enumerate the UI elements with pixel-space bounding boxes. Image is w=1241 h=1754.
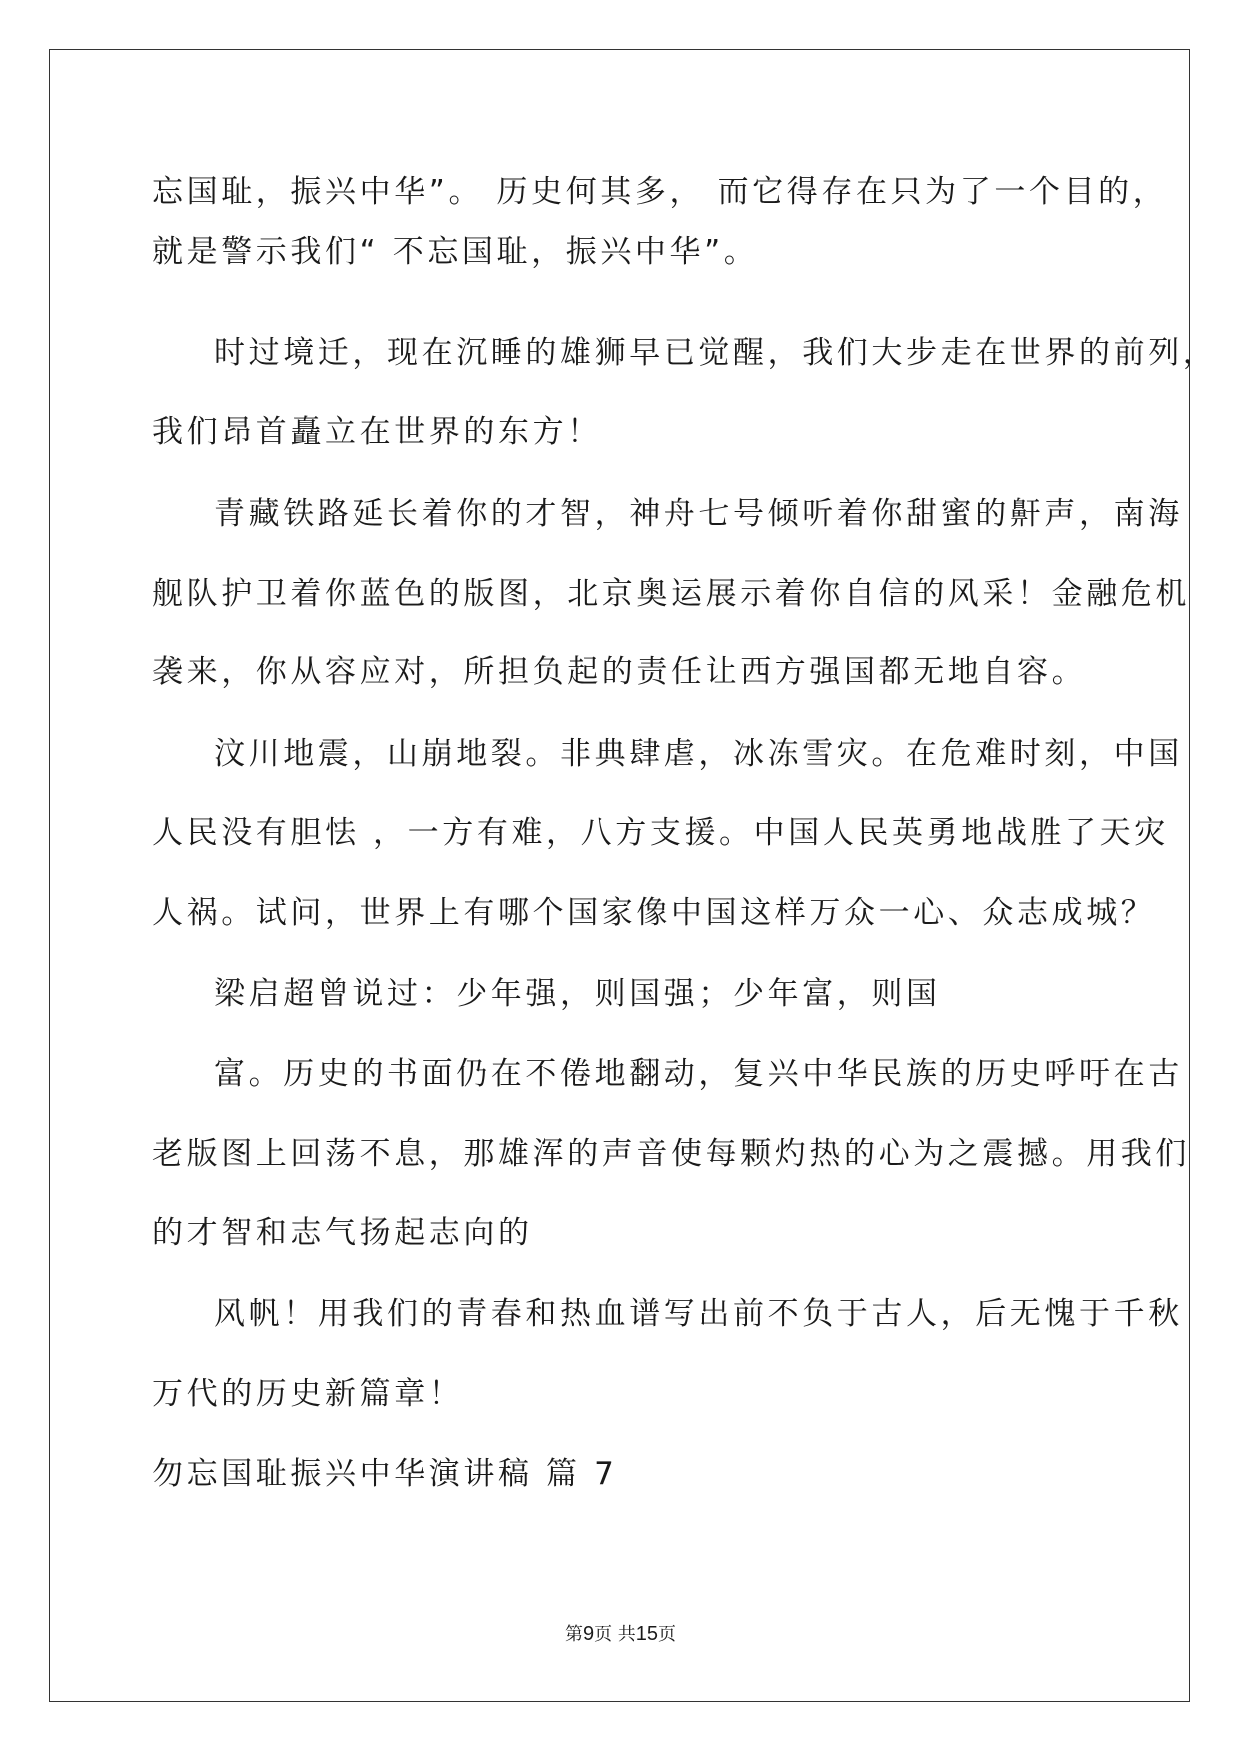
body-text-line: 时过境迁，现在沉睡的雄狮早已觉醒，我们大步走在世界的前列， — [214, 335, 1218, 371]
body-text-line: 富。历史的书面仍在不倦地翻动，复兴中华民族的历史呼吁在古 — [214, 1056, 1183, 1092]
body-text-line: 舰队护卫着你蓝色的版图，北京奥运展示着你自信的风采！金融危机 — [152, 576, 1190, 612]
body-text-line: 老版图上回荡不息，那雄浑的声音使每颗灼热的心为之震撼。用我们 — [152, 1136, 1190, 1172]
total-page-number: 15 — [635, 1623, 659, 1645]
page-footer — [0, 1622, 1241, 1647]
body-text-line: 人祸。试问，世界上有哪个国家像中国这样万众一心、众志成城？ — [152, 895, 1156, 931]
body-text-line: 的才智和志气扬起志向的 — [152, 1215, 533, 1251]
body-text-line: 汶川地震，山崩地裂。非典肆虐，冰冻雪灾。在危难时刻，中国 — [214, 736, 1183, 772]
body-text-line: 忘国耻，振兴中华”。 历史何其多， 而它得存在只为了一个目的， — [152, 174, 1168, 210]
footer-mid: 页 共 — [594, 1624, 636, 1645]
section-heading: 勿忘国耻振兴中华演讲稿 篇 7 — [152, 1456, 618, 1492]
footer-prefix: 第 — [564, 1624, 583, 1645]
body-text-line: 梁启超曾说过：少年强，则国强；少年富，则国 — [214, 976, 941, 1012]
body-text-line: 人民没有胆怯 ，一方有难，八方支援。中国人民英勇地战胜了天灾 — [152, 815, 1169, 851]
body-text-line: 万代的历史新篇章！ — [152, 1376, 464, 1412]
body-text-line: 风帆！用我们的青春和热血谱写出前不负于古人，后无愧于千秋 — [214, 1296, 1183, 1332]
current-page-number: 9 — [582, 1623, 595, 1645]
body-text-line: 我们昂首矗立在世界的东方！ — [152, 414, 602, 450]
body-text-line: 青藏铁路延长着你的才智，神舟七号倾听着你甜蜜的鼾声，南海 — [214, 496, 1183, 532]
footer-suffix: 页 — [658, 1624, 677, 1645]
body-text-line: 袭来，你从容应对，所担负起的责任让西方强国都无地自容。 — [152, 654, 1087, 690]
body-text-line: 就是警示我们“ 不忘国耻，振兴中华”。 — [152, 234, 759, 270]
